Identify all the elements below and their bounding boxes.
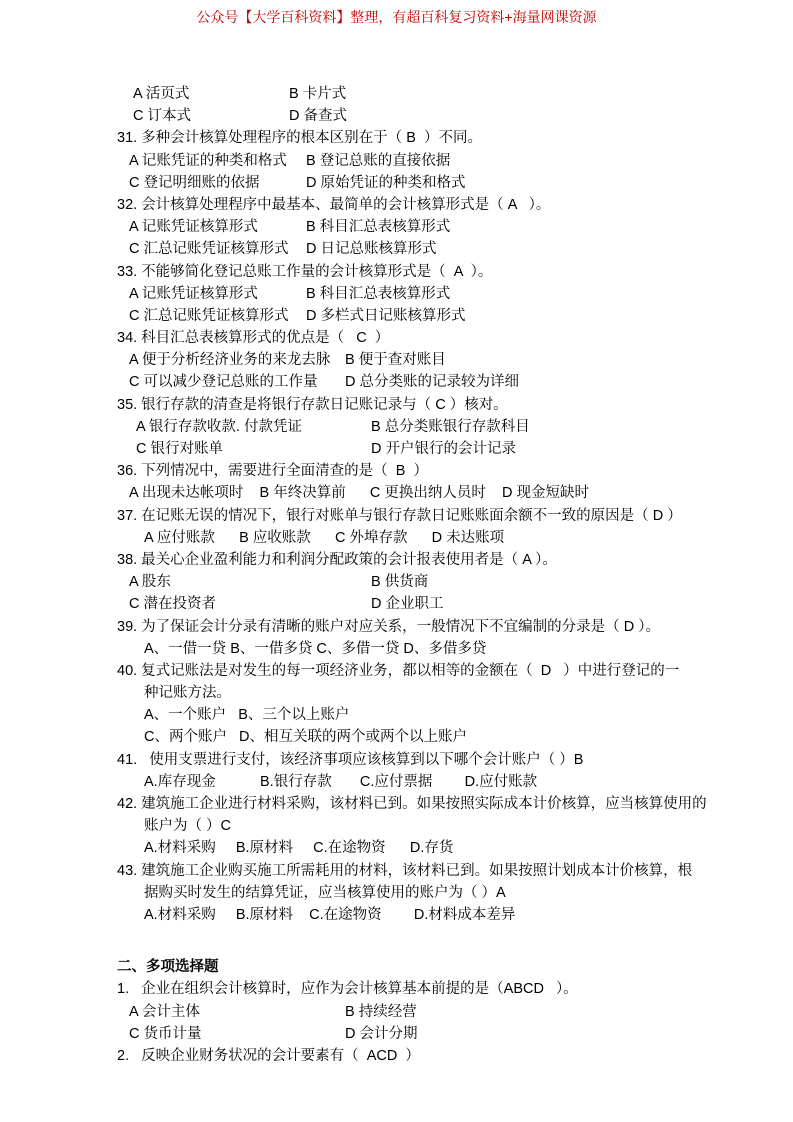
- option-cell: A 活页式: [133, 86, 190, 102]
- option-line: [117, 371, 773, 393]
- option-cell: A 记账凭证核算形式: [129, 219, 258, 236]
- option-cell: C 可以减少登记总账的工作量: [129, 374, 318, 391]
- text-line: C、两个账户 D、相互关联的两个或两个以上账户: [144, 729, 468, 746]
- option-cell: A 股东: [129, 574, 171, 591]
- text-line: 38. 最关心企业盈利能力和利润分配政策的会计报表使用者是（ A ）。: [117, 551, 557, 568]
- option-cell: B 持续经营: [345, 1003, 417, 1020]
- option-cell: D 原始凭证的种类和格式: [306, 174, 466, 191]
- option-line: [117, 1001, 773, 1023]
- option-cell: A 会计主体: [129, 1003, 200, 1020]
- text-line: 43. 建筑施工企业购买施工所需耗用的材料，该材料已到。如果按照计划成本计价核算，根: [117, 862, 693, 879]
- blank-line: [117, 926, 773, 956]
- option-cell: A 记账凭证的种类和格式: [129, 152, 287, 169]
- option-cell: B 总分类账银行存款科目: [371, 418, 530, 435]
- option-cell: B 科目汇总表核算形式: [306, 285, 451, 302]
- option-line: [117, 172, 773, 194]
- option-cell: C 登记明细账的依据: [129, 174, 260, 191]
- text-line: 34. 科目汇总表核算形式的优点是（ C ）: [117, 330, 390, 347]
- text-line: 2. 反映企业财务状况的会计要素有（ ACD ）: [117, 1047, 420, 1064]
- option-cell: B 便于查对账目: [345, 352, 446, 369]
- option-cell: B 卡片式: [289, 86, 347, 102]
- option-line: [117, 83, 773, 105]
- text-line: 37. 在记账无误的情况下，银行对账单与银行存款日记账账面余额不一致的原因是（ D ）: [117, 507, 682, 524]
- text-line: A、一借一贷 B、一借多贷 C、多借一贷 D、多借多贷: [144, 640, 487, 657]
- option-cell: B 科目汇总表核算形式: [306, 219, 451, 236]
- text-line: 40. 复式记账法是对发生的每一项经济业务，都以相等的金额在（ D ）中进行登记的一: [117, 662, 680, 679]
- option-line: [117, 305, 773, 327]
- option-cell: C 汇总记账凭证核算形式: [129, 307, 289, 324]
- text-line: 39. 为了保证会计分录有清晰的账户对应关系，一般情况下不宜编制的分录是（ D ）。: [117, 618, 660, 635]
- option-cell: D 备查式: [289, 108, 347, 125]
- option-cell: C 银行对账单: [136, 441, 223, 457]
- option-line: [117, 1023, 773, 1045]
- text-line: A 出现未达帐项时 B 年终决算前 C 更换出纳人员时 D 现金短缺时: [129, 485, 589, 502]
- text-line: 35. 银行存款的清查是将银行存款日记账记录与（ C ）核对。: [117, 396, 508, 413]
- option-line: [117, 571, 773, 593]
- option-line: [117, 416, 773, 438]
- text-line: A.库存现金 B.银行存款 C.应付票据 D.应付账款: [144, 773, 538, 790]
- option-line: [117, 216, 773, 238]
- text-line: 种记账方法。: [144, 685, 231, 702]
- option-cell: B 供货商: [371, 574, 429, 591]
- option-line: [117, 593, 773, 615]
- option-cell: C 汇总记账凭证核算形式: [129, 241, 289, 258]
- option-cell: D 会计分期: [345, 1025, 418, 1042]
- option-line: [117, 105, 773, 127]
- option-cell: D 开户银行的会计记录: [371, 441, 516, 457]
- option-cell: A 银行存款收款. 付款凭证: [136, 418, 302, 435]
- text-line: A、一个账户 B、三个以上账户: [144, 707, 350, 724]
- document-body: [117, 83, 773, 1067]
- text-line: 1. 企业在组织会计核算时，应作为会计核算基本前提的是（ABCD ）。: [117, 981, 578, 998]
- section-heading: 二、多项选择题: [117, 959, 219, 976]
- option-cell: D 总分类账的记录较为详细: [345, 374, 519, 391]
- option-cell: A 便于分析经济业务的来龙去脉: [129, 352, 331, 369]
- page-header-note: 公众号【大学百科资料】整理，有超百科复习资料+海量网课资源: [196, 9, 597, 25]
- text-line: 32. 会计核算处理程序中最基本、最简单的会计核算形式是（ A ）。: [117, 196, 551, 213]
- text-line: A 应付账款 B 应收账款 C 外埠存款 D 未达账项: [144, 529, 505, 546]
- option-line: [117, 283, 773, 305]
- text-line: 31. 多种会计核算处理程序的根本区别在于（ B ）不同。: [117, 130, 482, 147]
- option-cell: D 日记总账核算形式: [306, 241, 437, 258]
- option-cell: D 企业职工: [371, 596, 444, 613]
- text-line: 账户为（ ）C: [144, 818, 231, 835]
- text-line: 33. 不能够简化登记总账工作量的会计核算形式是（ A ）。: [117, 263, 493, 280]
- text-line: 36. 下列情况中，需要进行全面清查的是（ B ）: [117, 463, 428, 480]
- option-cell: B 登记总账的直接依据: [306, 152, 451, 169]
- option-cell: C 潜在投资者: [129, 596, 216, 613]
- text-line: A.材料采购 B.原材料 C.在途物资 D.存货: [144, 840, 454, 857]
- option-cell: C 货币计量: [129, 1025, 202, 1042]
- option-line: [117, 150, 773, 172]
- option-cell: C 订本式: [133, 108, 191, 125]
- option-line: [117, 238, 773, 260]
- text-line: 据购买时发生的结算凭证，应当核算使用的账户为（ ）A: [144, 884, 506, 901]
- option-line: [117, 349, 773, 371]
- text-line: 41. 使用支票进行支付，该经济事项应该核算到以下哪个会计账户（ ）B: [117, 751, 584, 768]
- text-line: A.材料采购 B.原材料 C.在途物资 D.材料成本差异: [144, 906, 516, 923]
- option-cell: D 多栏式日记账核算形式: [306, 307, 466, 324]
- option-cell: A 记账凭证核算形式: [129, 285, 258, 302]
- option-line: [117, 438, 773, 460]
- text-line: 42. 建筑施工企业进行材料采购，该材料已到。如果按照实际成本计价核算，应当核算使用的: [117, 796, 707, 812]
